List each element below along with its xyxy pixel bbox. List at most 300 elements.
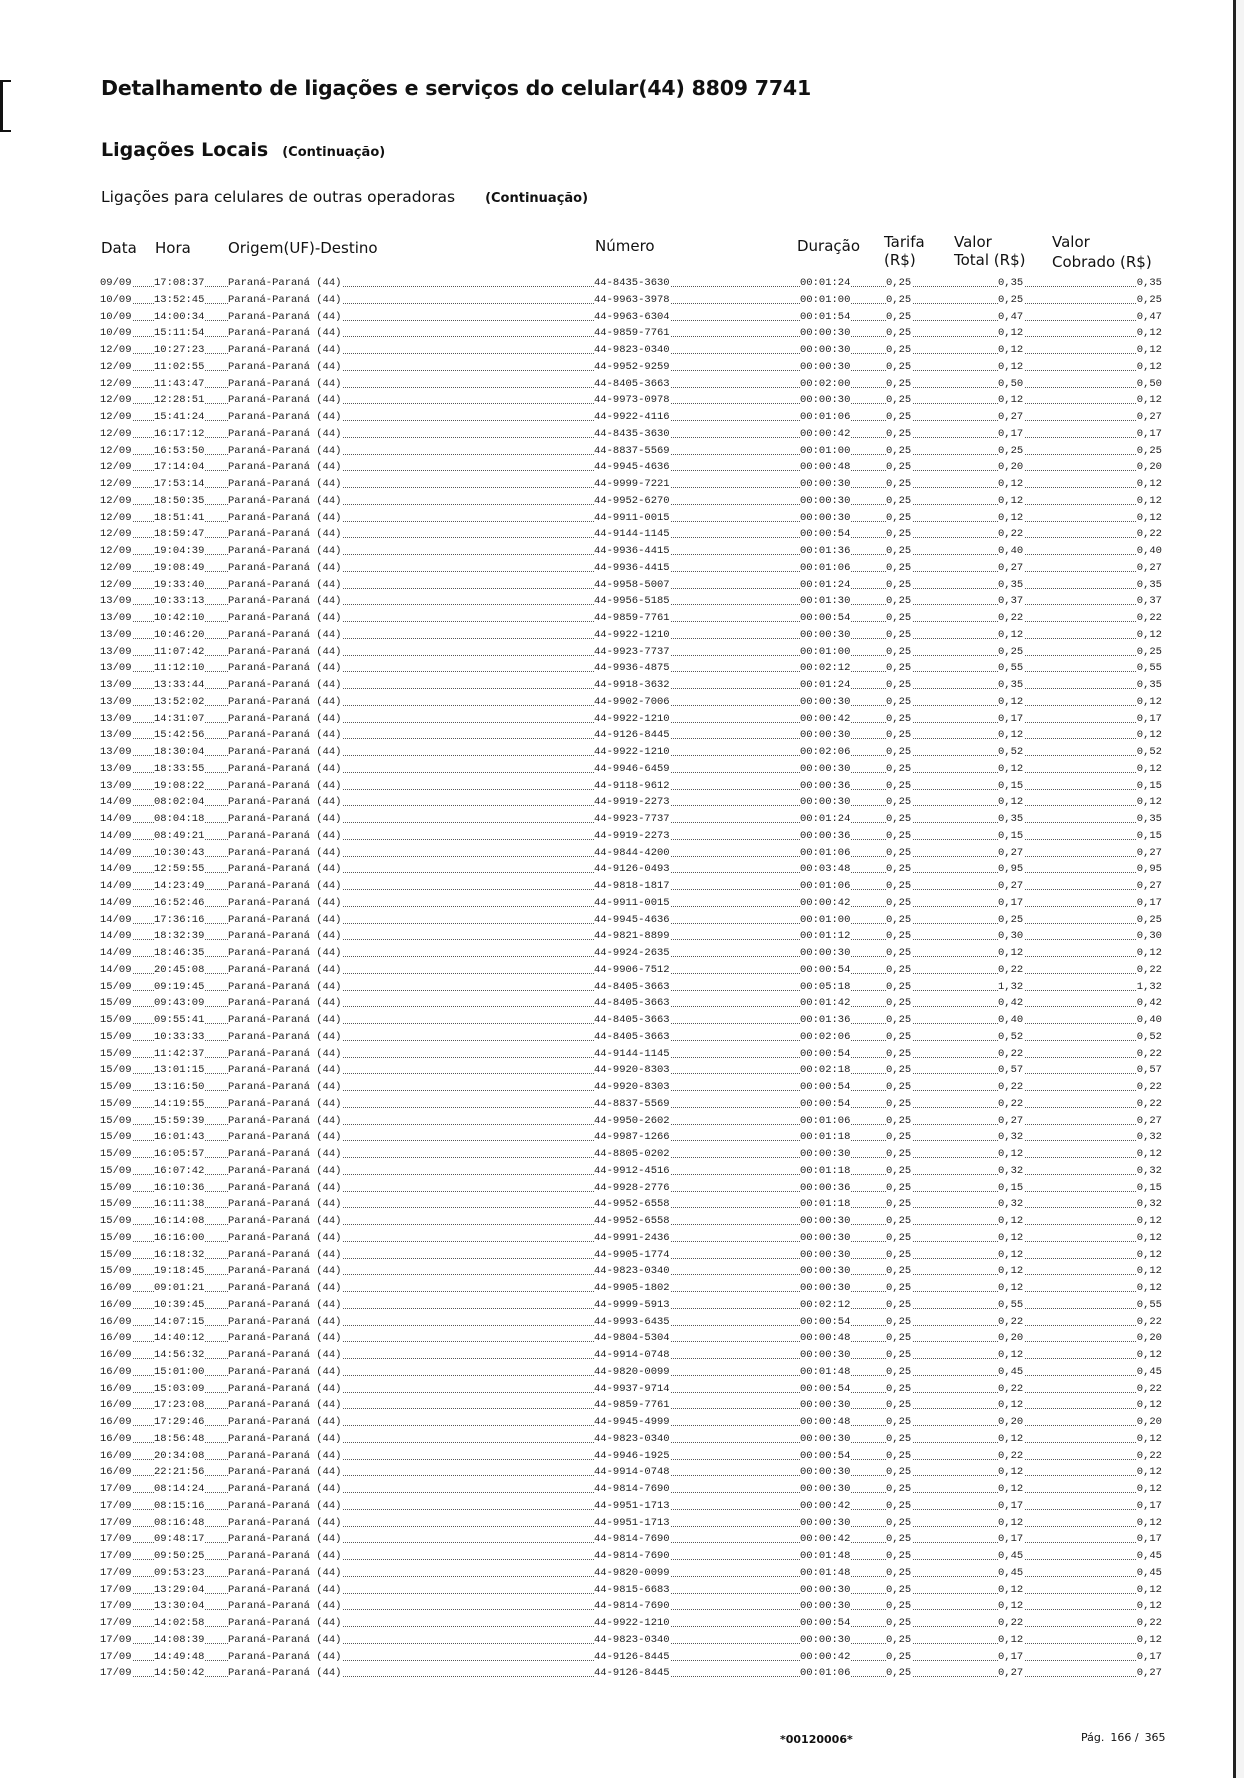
cell-data: 12/09 <box>100 444 132 457</box>
cell-duracao: 00:00:30 <box>800 1516 851 1529</box>
table-row <box>100 275 1162 292</box>
cell-origem-destino: Paraná-Paraná (44) <box>228 1449 342 1462</box>
cell-origem-destino: Paraná-Paraná (44) <box>228 662 342 675</box>
cell-valor-total: 0,12 <box>998 360 1024 373</box>
cell-tarifa: 0,25 <box>886 461 912 474</box>
cell-valor-total: 0,35 <box>998 679 1024 691</box>
cell-origem-destino: Paraná-Paraná (44) <box>228 1600 342 1613</box>
cell-hora: 14:31:07 <box>154 712 205 725</box>
cell-data: 13/09 <box>100 762 132 775</box>
cell-numero: 44-9951-1713 <box>594 1499 670 1512</box>
cell-tarifa: 0,25 <box>886 1081 912 1093</box>
table-row <box>100 1280 1162 1297</box>
table-row <box>100 1615 1162 1632</box>
cell-duracao: 00:00:30 <box>800 1466 851 1479</box>
cell-origem-destino: Paraná-Paraná (44) <box>228 679 342 691</box>
cell-valor-total: 0,15 <box>998 829 1024 842</box>
cell-valor-cobrado: 0,32 <box>1136 1198 1162 1211</box>
table-row <box>100 778 1162 795</box>
section-heading <box>101 139 385 161</box>
table-row <box>100 1649 1162 1666</box>
cell-hora: 19:08:49 <box>154 561 205 574</box>
cell-tarifa: 0,25 <box>886 779 912 792</box>
cell-hora: 17:29:46 <box>154 1416 205 1428</box>
cell-numero: 44-9859-7761 <box>594 612 670 624</box>
cell-valor-cobrado: 0,12 <box>1136 1349 1162 1361</box>
cell-data: 16/09 <box>100 1298 132 1311</box>
cell-data: 16/09 <box>100 1332 132 1345</box>
cell-duracao: 00:00:54 <box>800 1097 851 1110</box>
cell-numero: 44-9920-8303 <box>594 1064 670 1077</box>
table-row <box>100 845 1162 862</box>
cell-hora: 15:01:00 <box>154 1365 205 1378</box>
cell-hora: 16:05:57 <box>154 1148 205 1160</box>
column-header-duracao: Duração <box>797 237 861 255</box>
cell-valor-cobrado: 0,20 <box>1136 461 1162 474</box>
cell-tarifa: 0,25 <box>886 1014 912 1026</box>
cell-origem-destino: Paraná-Paraná (44) <box>228 1047 342 1060</box>
cell-valor-cobrado: 0,12 <box>1136 695 1162 708</box>
cell-hora: 13:33:44 <box>154 679 205 691</box>
cell-valor-total: 0,22 <box>998 1097 1024 1110</box>
cell-numero: 44-9814-7690 <box>594 1533 670 1546</box>
table-row <box>100 1632 1162 1649</box>
cell-tarifa: 0,25 <box>886 746 912 758</box>
cell-data: 16/09 <box>100 1449 132 1462</box>
cell-duracao: 00:00:36 <box>800 779 851 792</box>
cell-data: 15/09 <box>100 1131 132 1144</box>
cell-origem-destino: Paraná-Paraná (44) <box>228 1382 342 1395</box>
cell-tarifa: 0,25 <box>886 863 912 876</box>
cell-duracao: 00:01:12 <box>800 930 851 943</box>
cell-duracao: 00:00:30 <box>800 762 851 775</box>
cell-valor-cobrado: 1,32 <box>1136 980 1162 993</box>
column-header-valor-total-line2: Total (R$) <box>954 251 1026 269</box>
cell-valor-total: 0,12 <box>998 1483 1024 1495</box>
cell-data: 16/09 <box>100 1466 132 1479</box>
table-row <box>100 677 1162 694</box>
cell-valor-cobrado: 0,25 <box>1136 444 1162 457</box>
cell-origem-destino: Paraná-Paraná (44) <box>228 1416 342 1428</box>
cell-data: 13/09 <box>100 595 132 608</box>
cell-origem-destino: Paraná-Paraná (44) <box>228 1499 342 1512</box>
cell-hora: 15:42:56 <box>154 729 205 742</box>
cell-data: 14/09 <box>100 963 132 976</box>
cell-data: 15/09 <box>100 1148 132 1160</box>
cell-tarifa: 0,25 <box>886 1114 912 1127</box>
cell-numero: 44-9919-2273 <box>594 829 670 842</box>
cell-hora: 20:34:08 <box>154 1449 205 1462</box>
cell-origem-destino: Paraná-Paraná (44) <box>228 1014 342 1026</box>
cell-numero: 44-9814-7690 <box>594 1550 670 1562</box>
cell-data: 14/09 <box>100 796 132 809</box>
table-row <box>100 1129 1162 1146</box>
cell-origem-destino: Paraná-Paraná (44) <box>228 478 342 490</box>
cell-tarifa: 0,25 <box>886 344 912 356</box>
cell-data: 12/09 <box>100 561 132 574</box>
cell-hora: 19:33:40 <box>154 578 205 591</box>
table-row <box>100 644 1162 661</box>
table-row <box>100 912 1162 929</box>
cell-data: 09/09 <box>100 277 132 289</box>
cell-origem-destino: Paraná-Paraná (44) <box>228 930 342 943</box>
cell-valor-total: 0,25 <box>998 645 1024 658</box>
cell-data: 16/09 <box>100 1382 132 1395</box>
cell-tarifa: 0,25 <box>886 427 912 440</box>
cell-numero: 44-9952-6558 <box>594 1215 670 1227</box>
column-header-valor-cobrado <box>1052 233 1152 271</box>
cell-numero: 44-8405-3663 <box>594 1030 670 1043</box>
cell-data: 13/09 <box>100 612 132 624</box>
cell-duracao: 00:00:30 <box>800 628 851 641</box>
table-row <box>100 1565 1162 1582</box>
cell-hora: 18:59:47 <box>154 528 205 541</box>
cell-duracao: 00:00:30 <box>800 796 851 809</box>
cell-data: 12/09 <box>100 427 132 440</box>
cell-tarifa: 0,25 <box>886 1449 912 1462</box>
cell-valor-total: 0,22 <box>998 528 1024 541</box>
cell-origem-destino: Paraná-Paraná (44) <box>228 394 342 407</box>
cell-numero: 44-9936-4415 <box>594 545 670 557</box>
table-row <box>100 1665 1162 1682</box>
cell-data: 10/09 <box>100 293 132 306</box>
cell-hora: 10:27:23 <box>154 344 205 356</box>
cell-numero: 44-9928-2776 <box>594 1181 670 1194</box>
cell-duracao: 00:01:24 <box>800 277 851 289</box>
cell-tarifa: 0,25 <box>886 310 912 323</box>
cell-numero: 44-9950-2602 <box>594 1114 670 1127</box>
cell-valor-cobrado: 0,57 <box>1136 1064 1162 1077</box>
cell-tarifa: 0,25 <box>886 947 912 959</box>
cell-hora: 14:40:12 <box>154 1332 205 1345</box>
cell-hora: 10:46:20 <box>154 628 205 641</box>
cell-valor-total: 0,22 <box>998 612 1024 624</box>
cell-origem-destino: Paraná-Paraná (44) <box>228 1282 342 1294</box>
cell-valor-cobrado: 0,22 <box>1136 1047 1162 1060</box>
cell-tarifa: 0,25 <box>886 1466 912 1479</box>
cell-origem-destino: Paraná-Paraná (44) <box>228 1064 342 1077</box>
table-row <box>100 443 1162 460</box>
cell-hora: 18:51:41 <box>154 511 205 524</box>
cell-hora: 08:49:21 <box>154 829 205 842</box>
cell-data: 15/09 <box>100 1231 132 1244</box>
cell-hora: 17:14:04 <box>154 461 205 474</box>
cell-valor-total: 0,42 <box>998 997 1024 1010</box>
binding-mark <box>0 80 11 132</box>
cell-duracao: 00:00:54 <box>800 528 851 541</box>
cell-origem-destino: Paraná-Paraná (44) <box>228 813 342 825</box>
cell-data: 14/09 <box>100 947 132 959</box>
cell-tarifa: 0,25 <box>886 729 912 742</box>
cell-numero: 44-9945-4636 <box>594 913 670 926</box>
cell-hora: 13:52:02 <box>154 695 205 708</box>
table-row <box>100 928 1162 945</box>
cell-origem-destino: Paraná-Paraná (44) <box>228 1432 342 1445</box>
table-row <box>100 1196 1162 1213</box>
cell-duracao: 00:00:48 <box>800 1416 851 1428</box>
cell-valor-cobrado: 0,37 <box>1136 595 1162 608</box>
cell-valor-total: 0,22 <box>998 963 1024 976</box>
table-row <box>100 1515 1162 1532</box>
cell-valor-total: 0,27 <box>998 1114 1024 1127</box>
cell-origem-destino: Paraná-Paraná (44) <box>228 1516 342 1529</box>
cell-valor-cobrado: 0,12 <box>1136 494 1162 507</box>
cell-numero: 44-9821-8899 <box>594 930 670 943</box>
cell-hora: 14:56:32 <box>154 1349 205 1361</box>
cell-duracao: 00:00:30 <box>800 947 851 959</box>
cell-tarifa: 0,25 <box>886 1365 912 1378</box>
cell-duracao: 00:00:30 <box>800 1148 851 1160</box>
cell-valor-total: 0,25 <box>998 444 1024 457</box>
column-header-numero: Número <box>595 237 655 255</box>
cell-numero: 44-9815-6683 <box>594 1583 670 1596</box>
cell-data: 15/09 <box>100 1164 132 1177</box>
table-row <box>100 1364 1162 1381</box>
cell-origem-destino: Paraná-Paraná (44) <box>228 1315 342 1328</box>
cell-tarifa: 0,25 <box>886 1550 912 1562</box>
cell-tarifa: 0,25 <box>886 1265 912 1278</box>
cell-tarifa: 0,25 <box>886 293 912 306</box>
cell-numero: 44-9823-0340 <box>594 1432 670 1445</box>
cell-valor-total: 0,12 <box>998 1231 1024 1244</box>
cell-valor-total: 0,40 <box>998 1014 1024 1026</box>
cell-data: 16/09 <box>100 1399 132 1412</box>
cell-origem-destino: Paraná-Paraná (44) <box>228 1365 342 1378</box>
cell-hora: 14:08:39 <box>154 1633 205 1646</box>
cell-origem-destino: Paraná-Paraná (44) <box>228 1097 342 1110</box>
cell-origem-destino: Paraná-Paraná (44) <box>228 511 342 524</box>
cell-tarifa: 0,25 <box>886 1097 912 1110</box>
cell-data: 13/09 <box>100 779 132 792</box>
cell-hora: 14:50:42 <box>154 1667 205 1680</box>
table-row <box>100 811 1162 828</box>
cell-valor-cobrado: 0,45 <box>1136 1566 1162 1579</box>
cell-origem-destino: Paraná-Paraná (44) <box>228 1550 342 1562</box>
call-records-table <box>100 275 1162 1682</box>
cell-valor-total: 0,12 <box>998 1516 1024 1529</box>
cell-numero: 44-9905-1802 <box>594 1282 670 1294</box>
cell-hora: 10:30:43 <box>154 846 205 859</box>
cell-valor-cobrado: 0,12 <box>1136 947 1162 959</box>
section-continuation: (Continuação) <box>282 145 386 160</box>
cell-valor-cobrado: 0,12 <box>1136 628 1162 641</box>
table-row <box>100 560 1162 577</box>
cell-tarifa: 0,25 <box>886 1483 912 1495</box>
cell-hora: 15:41:24 <box>154 411 205 423</box>
cell-valor-cobrado: 0,20 <box>1136 1416 1162 1428</box>
column-header-tarifa-line1: Tarifa <box>884 233 925 251</box>
cell-valor-cobrado: 0,55 <box>1136 662 1162 675</box>
cell-origem-destino: Paraná-Paraná (44) <box>228 1164 342 1177</box>
cell-tarifa: 0,25 <box>886 1282 912 1294</box>
cell-data: 17/09 <box>100 1499 132 1512</box>
cell-duracao: 00:01:00 <box>800 444 851 457</box>
cell-hora: 15:59:39 <box>154 1114 205 1127</box>
cell-valor-cobrado: 0,12 <box>1136 1483 1162 1495</box>
cell-numero: 44-8405-3663 <box>594 980 670 993</box>
cell-origem-destino: Paraná-Paraná (44) <box>228 1332 342 1345</box>
table-row <box>100 1481 1162 1498</box>
cell-numero: 44-9945-4999 <box>594 1416 670 1428</box>
cell-numero: 44-9859-7761 <box>594 327 670 340</box>
cell-data: 13/09 <box>100 746 132 758</box>
cell-tarifa: 0,25 <box>886 1633 912 1646</box>
cell-valor-cobrado: 0,22 <box>1136 1081 1162 1093</box>
cell-duracao: 00:01:00 <box>800 645 851 658</box>
cell-numero: 44-9922-1210 <box>594 712 670 725</box>
cell-hora: 17:36:16 <box>154 913 205 926</box>
cell-data: 12/09 <box>100 478 132 490</box>
cell-tarifa: 0,25 <box>886 1298 912 1311</box>
cell-valor-cobrado: 0,25 <box>1136 645 1162 658</box>
cell-origem-destino: Paraná-Paraná (44) <box>228 1650 342 1663</box>
cell-tarifa: 0,25 <box>886 880 912 892</box>
cell-tarifa: 0,25 <box>886 1650 912 1663</box>
column-header-valor-total-line1: Valor <box>954 233 992 251</box>
cell-tarifa: 0,25 <box>886 1181 912 1194</box>
cell-hora: 19:08:22 <box>154 779 205 792</box>
cell-data: 12/09 <box>100 344 132 356</box>
cell-origem-destino: Paraná-Paraná (44) <box>228 1215 342 1227</box>
cell-duracao: 00:00:42 <box>800 1650 851 1663</box>
cell-origem-destino: Paraná-Paraná (44) <box>228 1483 342 1495</box>
cell-hora: 16:11:38 <box>154 1198 205 1211</box>
cell-tarifa: 0,25 <box>886 963 912 976</box>
cell-valor-cobrado: 0,27 <box>1136 880 1162 892</box>
cell-duracao: 00:00:54 <box>800 1315 851 1328</box>
cell-numero: 44-9902-7006 <box>594 695 670 708</box>
table-row <box>100 794 1162 811</box>
cell-valor-cobrado: 0,47 <box>1136 310 1162 323</box>
cell-numero: 44-9914-0748 <box>594 1466 670 1479</box>
table-row <box>100 627 1162 644</box>
cell-duracao: 00:00:42 <box>800 427 851 440</box>
cell-duracao: 00:00:30 <box>800 695 851 708</box>
cell-origem-destino: Paraná-Paraná (44) <box>228 327 342 340</box>
column-header-hora: Hora <box>155 239 191 257</box>
cell-duracao: 00:00:54 <box>800 1047 851 1060</box>
cell-tarifa: 0,25 <box>886 528 912 541</box>
table-row <box>100 325 1162 342</box>
table-row <box>100 1247 1162 1264</box>
cell-duracao: 00:01:18 <box>800 1198 851 1211</box>
cell-duracao: 00:01:24 <box>800 679 851 691</box>
cell-origem-destino: Paraná-Paraná (44) <box>228 310 342 323</box>
table-row <box>100 1146 1162 1163</box>
cell-numero: 44-9937-9714 <box>594 1382 670 1395</box>
cell-valor-total: 0,12 <box>998 478 1024 490</box>
table-row <box>100 426 1162 443</box>
table-row <box>100 577 1162 594</box>
cell-data: 12/09 <box>100 545 132 557</box>
table-row <box>100 342 1162 359</box>
cell-tarifa: 0,25 <box>886 1164 912 1177</box>
cell-numero: 44-9936-4875 <box>594 662 670 675</box>
cell-tarifa: 0,25 <box>886 511 912 524</box>
cell-valor-cobrado: 0,32 <box>1136 1164 1162 1177</box>
cell-numero: 44-9946-6459 <box>594 762 670 775</box>
cell-duracao: 00:01:06 <box>800 846 851 859</box>
cell-valor-total: 0,27 <box>998 561 1024 574</box>
cell-data: 12/09 <box>100 360 132 373</box>
page-title: Detalhamento de ligações e serviços do celular(44) 8809 7741 <box>101 76 812 100</box>
cell-valor-total: 0,12 <box>998 394 1024 407</box>
cell-data: 12/09 <box>100 394 132 407</box>
cell-data: 15/09 <box>100 1248 132 1261</box>
cell-hora: 16:53:50 <box>154 444 205 457</box>
cell-numero: 44-9818-1817 <box>594 880 670 892</box>
cell-numero: 44-9951-1713 <box>594 1516 670 1529</box>
table-row <box>100 1548 1162 1565</box>
cell-origem-destino: Paraná-Paraná (44) <box>228 645 342 658</box>
cell-data: 16/09 <box>100 1416 132 1428</box>
cell-valor-total: 0,95 <box>998 863 1024 876</box>
cell-valor-total: 0,25 <box>998 913 1024 926</box>
subsection-title: Ligações para celulares de outras operadoras <box>101 188 456 206</box>
cell-tarifa: 0,25 <box>886 1064 912 1077</box>
cell-numero: 44-9936-4415 <box>594 561 670 574</box>
cell-valor-total: 0,12 <box>998 1466 1024 1479</box>
cell-valor-cobrado: 0,17 <box>1136 427 1162 440</box>
cell-valor-total: 0,22 <box>998 1081 1024 1093</box>
cell-data: 14/09 <box>100 896 132 909</box>
cell-numero: 44-9906-7512 <box>594 963 670 976</box>
cell-hora: 18:30:04 <box>154 746 205 758</box>
cell-hora: 17:23:08 <box>154 1399 205 1412</box>
cell-data: 12/09 <box>100 511 132 524</box>
cell-origem-destino: Paraná-Paraná (44) <box>228 896 342 909</box>
cell-valor-total: 0,12 <box>998 1349 1024 1361</box>
cell-origem-destino: Paraná-Paraná (44) <box>228 1081 342 1093</box>
table-row <box>100 1230 1162 1247</box>
table-row <box>100 409 1162 426</box>
cell-valor-cobrado: 0,17 <box>1136 1533 1162 1546</box>
cell-hora: 19:18:45 <box>154 1265 205 1278</box>
cell-valor-cobrado: 0,35 <box>1136 813 1162 825</box>
cell-origem-destino: Paraná-Paraná (44) <box>228 1349 342 1361</box>
cell-valor-cobrado: 0,27 <box>1136 1114 1162 1127</box>
cell-hora: 09:01:21 <box>154 1282 205 1294</box>
cell-origem-destino: Paraná-Paraná (44) <box>228 494 342 507</box>
cell-numero: 44-9924-2635 <box>594 947 670 959</box>
cell-tarifa: 0,25 <box>886 612 912 624</box>
cell-duracao: 00:03:48 <box>800 863 851 876</box>
cell-tarifa: 0,25 <box>886 712 912 725</box>
cell-valor-cobrado: 0,40 <box>1136 545 1162 557</box>
cell-origem-destino: Paraná-Paraná (44) <box>228 1633 342 1646</box>
cell-origem-destino: Paraná-Paraná (44) <box>228 829 342 842</box>
cell-data: 17/09 <box>100 1633 132 1646</box>
cell-duracao: 00:05:18 <box>800 980 851 993</box>
cell-valor-total: 0,12 <box>998 1600 1024 1613</box>
cell-valor-cobrado: 0,12 <box>1136 1399 1162 1412</box>
table-row <box>100 359 1162 376</box>
cell-data: 14/09 <box>100 846 132 859</box>
cell-valor-total: 0,22 <box>998 1449 1024 1462</box>
cell-hora: 10:33:33 <box>154 1030 205 1043</box>
cell-duracao: 00:01:36 <box>800 1014 851 1026</box>
cell-valor-cobrado: 0,22 <box>1136 528 1162 541</box>
table-row <box>100 1582 1162 1599</box>
cell-valor-cobrado: 0,12 <box>1136 1148 1162 1160</box>
cell-data: 17/09 <box>100 1650 132 1663</box>
cell-duracao: 00:01:18 <box>800 1131 851 1144</box>
cell-valor-total: 0,37 <box>998 595 1024 608</box>
cell-valor-total: 0,40 <box>998 545 1024 557</box>
cell-hora: 14:19:55 <box>154 1097 205 1110</box>
table-row <box>100 292 1162 309</box>
cell-tarifa: 0,25 <box>886 1131 912 1144</box>
